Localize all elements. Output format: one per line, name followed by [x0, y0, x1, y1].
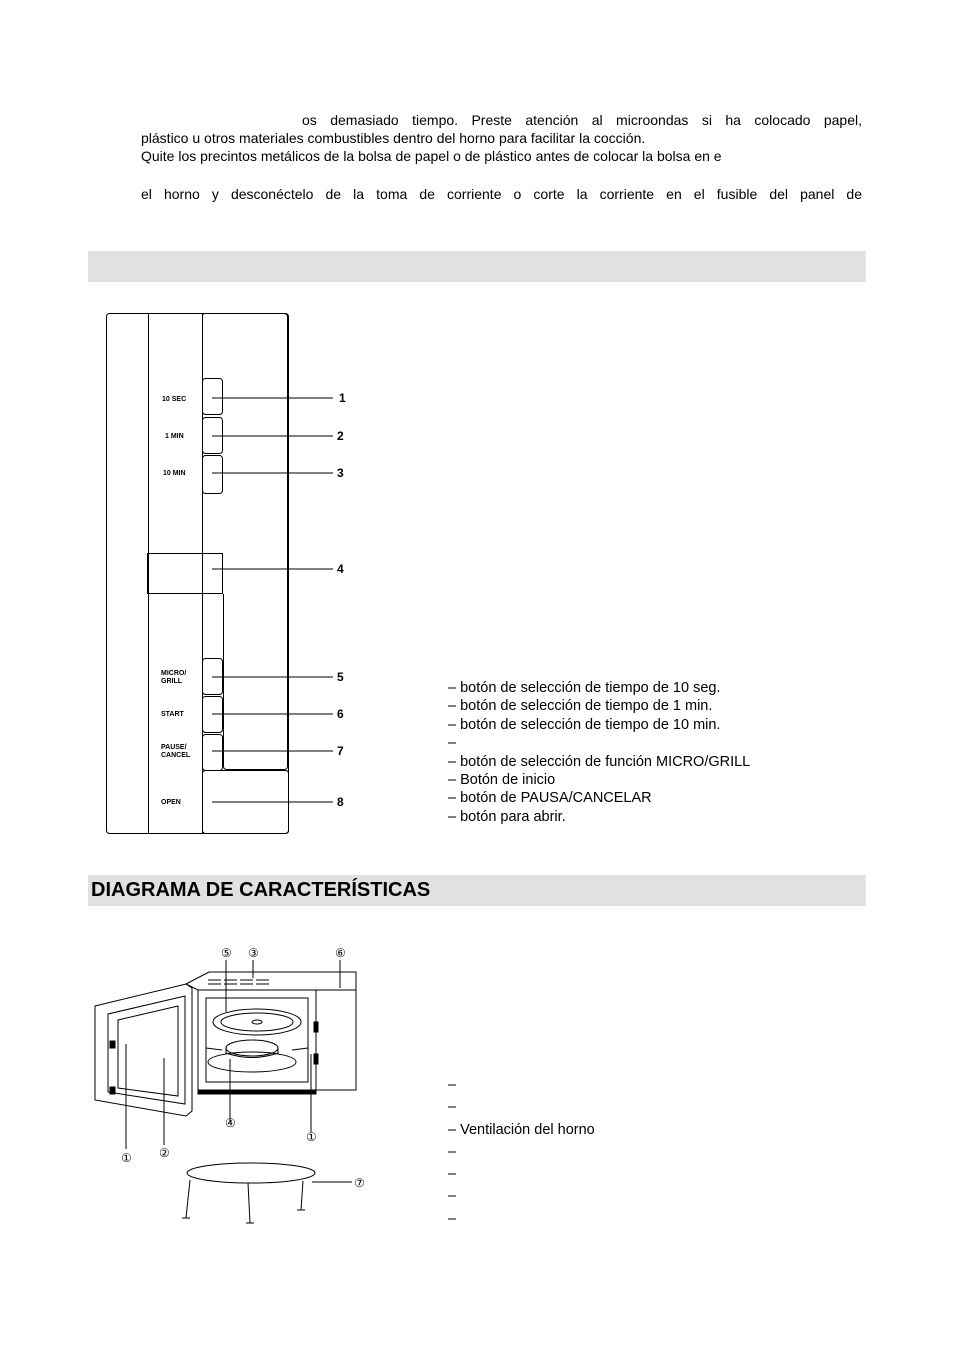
- callout-5: 5: [337, 670, 344, 684]
- callout-3: 3: [337, 466, 344, 480]
- control-list: [448, 679, 750, 826]
- callout-2: ②: [159, 1146, 170, 1160]
- label-10-min: 10 MIN: [163, 470, 186, 477]
- door-latch-bottom: [110, 1087, 115, 1094]
- top-face: [186, 972, 356, 990]
- label-1-min: 1 MIN: [165, 433, 184, 440]
- label-cancel: CANCEL: [161, 752, 191, 759]
- list-item: – botón de selección de tiempo de 10 min.: [448, 716, 721, 733]
- list-item: –: [448, 1077, 457, 1093]
- base-strip: [198, 1090, 316, 1094]
- callout-7: 7: [337, 744, 344, 758]
- callout-4: 4: [337, 562, 344, 576]
- callout-8: 8: [337, 795, 344, 809]
- door-latch-top: [110, 1041, 115, 1048]
- label-open: OPEN: [161, 799, 181, 806]
- button-10-sec-outline: [203, 379, 223, 415]
- door-window: [118, 1006, 178, 1096]
- callout-2: 2: [337, 429, 344, 443]
- list-item: – botón de PAUSA/CANCELAR: [448, 790, 652, 807]
- callout-1-right: ①: [306, 1130, 317, 1144]
- callout-7: ⑦: [354, 1176, 365, 1190]
- list-item: –: [448, 1099, 457, 1116]
- label-grill: GRILL: [161, 678, 182, 685]
- panel-outline: [107, 314, 289, 834]
- list-item: – botón de selección de función MICRO/GRILL: [448, 753, 751, 770]
- list-item: –: [448, 735, 457, 752]
- button-10-min-outline: [203, 456, 223, 494]
- callout-3: ③: [248, 946, 259, 960]
- button-pause-outline: [203, 735, 223, 771]
- list-item: –: [448, 1143, 457, 1160]
- intro-line-1: os demasiado tiempo. Preste atención al microondas si ha colocado papel,: [302, 112, 862, 128]
- list-item: –: [448, 1210, 457, 1227]
- grill-rack: [187, 1163, 315, 1183]
- features-list: [448, 1074, 595, 1230]
- control-panel-diagram: [100, 308, 360, 842]
- section-header-bar: [88, 251, 866, 282]
- callout-6: ⑥: [335, 946, 346, 960]
- list-item: – botón de selección de tiempo de 10 seg.: [448, 680, 721, 696]
- list-item: – botón de selección de tiempo de 1 min.: [448, 698, 713, 715]
- label-10-sec: 10 SEC: [162, 396, 187, 403]
- intro-line-2: plástico u otros materiales combustibles dentro del horno para facilitar la cocción.: [141, 130, 646, 146]
- list-item: –: [448, 1188, 457, 1205]
- callout-1-left: ①: [121, 1151, 132, 1165]
- callout-4: ④: [225, 1116, 236, 1130]
- list-item: – botón para abrir.: [448, 808, 566, 825]
- label-pause: PAUSE/: [161, 744, 187, 751]
- intro-line-3: Quite los precintos metálicos de la bolsa de papel o de plástico antes de colocar la bolsa en e: [141, 148, 722, 164]
- callout-5: ⑤: [221, 946, 232, 960]
- display-outline: [148, 554, 223, 594]
- roller-ring: [226, 1040, 278, 1056]
- list-item: – Botón de inicio: [448, 772, 556, 789]
- intro-line-4: el horno y desconéctelo de la toma de corriente o corte la corriente en el fusible del panel de: [141, 186, 862, 202]
- features-title: DIAGRAMA DE CARACTERÍSTICAS: [91, 879, 431, 901]
- microwave-diagram: [88, 940, 378, 1230]
- label-micro: MICRO/: [161, 670, 187, 677]
- list-item: – Ventilación del horno: [448, 1121, 595, 1138]
- list-item: –: [448, 1166, 457, 1183]
- features-header-bar: [88, 875, 866, 906]
- callout-6: 6: [337, 707, 344, 721]
- label-start: START: [161, 711, 184, 718]
- control-side: [316, 990, 356, 1090]
- callout-1: 1: [339, 391, 346, 405]
